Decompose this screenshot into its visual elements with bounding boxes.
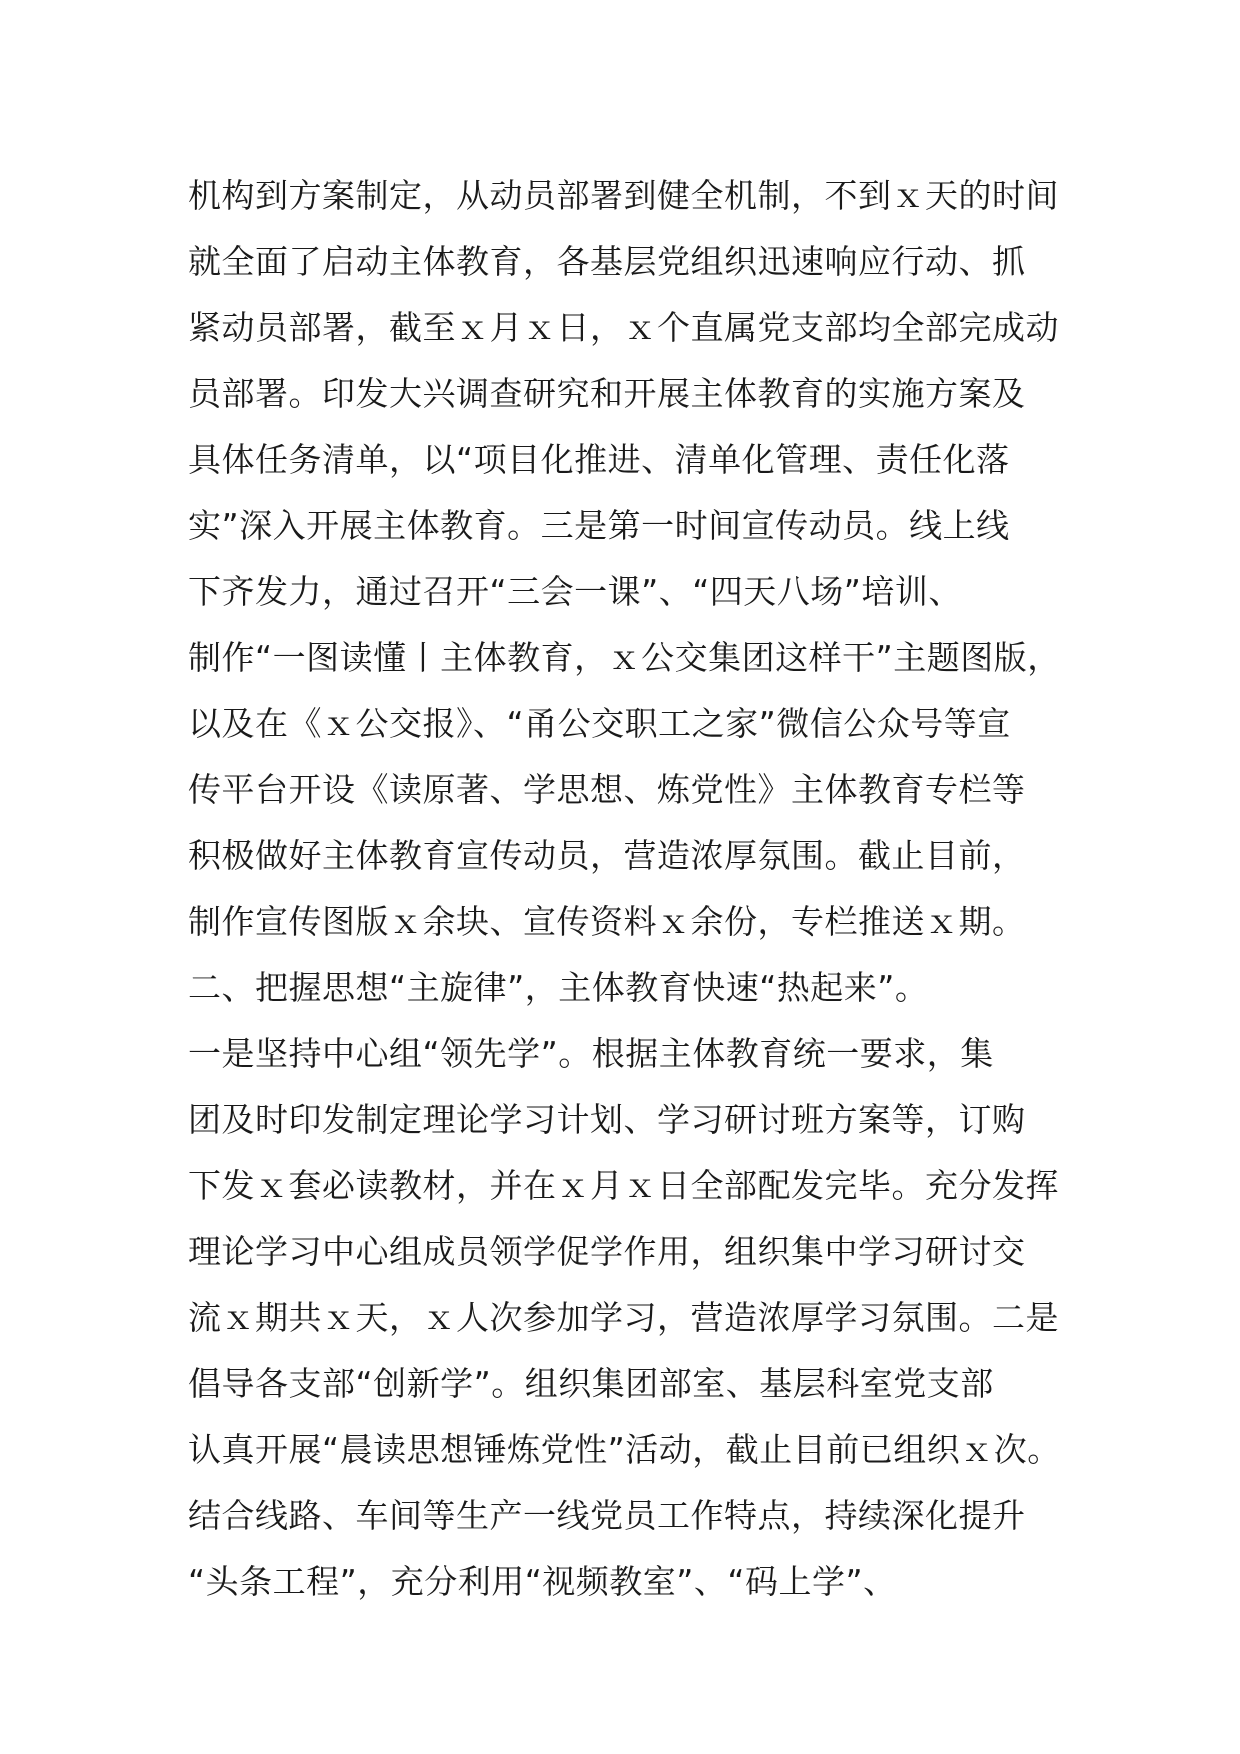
text-line: 下发ｘ套必读教材，并在ｘ月ｘ日全部配发完毕。充分发挥 — [188, 1166, 1059, 1205]
body-text — [188, 163, 1088, 1615]
text-line: 结合线路、车间等生产一线党员工作特点，持续深化提升 — [188, 1496, 1026, 1535]
text-line: “头条工程”，充分利用“视频教室”、“码上学”、 — [188, 1562, 897, 1601]
text-line: 员部署。印发大兴调查研究和开展主体教育的实施方案及 — [188, 374, 1026, 413]
text-line: 就全面了启动主体教育，各基层党组织迅速响应行动、抓 — [188, 242, 1026, 281]
text-line: 流ｘ期共ｘ天，ｘ人次参加学习，营造浓厚学习氛围。二是 — [188, 1298, 1059, 1337]
text-line: 制作“一图读懂丨主体教育，ｘ公交集团这样干”主题图版， — [188, 638, 1061, 677]
text-line: 认真开展“晨读思想锤炼党性”活动，截止目前已组织ｘ次。 — [188, 1430, 1061, 1469]
text-line: 积极做好主体教育宣传动员，营造浓厚氛围。截止目前， — [188, 836, 1026, 875]
text-line: 制作宣传图版ｘ余块、宣传资料ｘ余份，专栏推送ｘ期。 — [188, 902, 1026, 941]
text-line: 具体任务清单，以“项目化推进、清单化管理、责任化落 — [188, 440, 1010, 479]
text-line: 理论学习中心组成员领学促学作用，组织集中学习研讨交 — [188, 1232, 1026, 1271]
text-line: 以及在《ｘ公交报》、“甬公交职工之家”微信公众号等宣 — [188, 704, 1011, 743]
text-line: 下齐发力，通过召开“三会一课”、“四天八场”培训、 — [188, 572, 962, 611]
text-line: 倡导各支部“创新学”。组织集团部室、基层科室党支部 — [188, 1364, 994, 1403]
text-line: 机构到方案制定，从动员部署到健全机制，不到ｘ天的时间 — [188, 176, 1059, 215]
text-line: 传平台开设《读原著、学思想、炼党性》主体教育专栏等 — [188, 770, 1026, 809]
text-line: 团及时印发制定理论学习计划、学习研讨班方案等，订购 — [188, 1100, 1026, 1139]
section-heading: 二、把握思想“主旋律”，主体教育快速“热起来”。 — [188, 968, 929, 1007]
text-line: 实”深入开展主体教育。三是第一时间宣传动员。线上线 — [188, 506, 1010, 545]
text-line: 紧动员部署，截至ｘ月ｘ日，ｘ个直属党支部均全部完成动 — [188, 308, 1059, 347]
text-line: 一是坚持中心组“领先学”。根据主体教育统一要求，集 — [188, 1034, 994, 1073]
